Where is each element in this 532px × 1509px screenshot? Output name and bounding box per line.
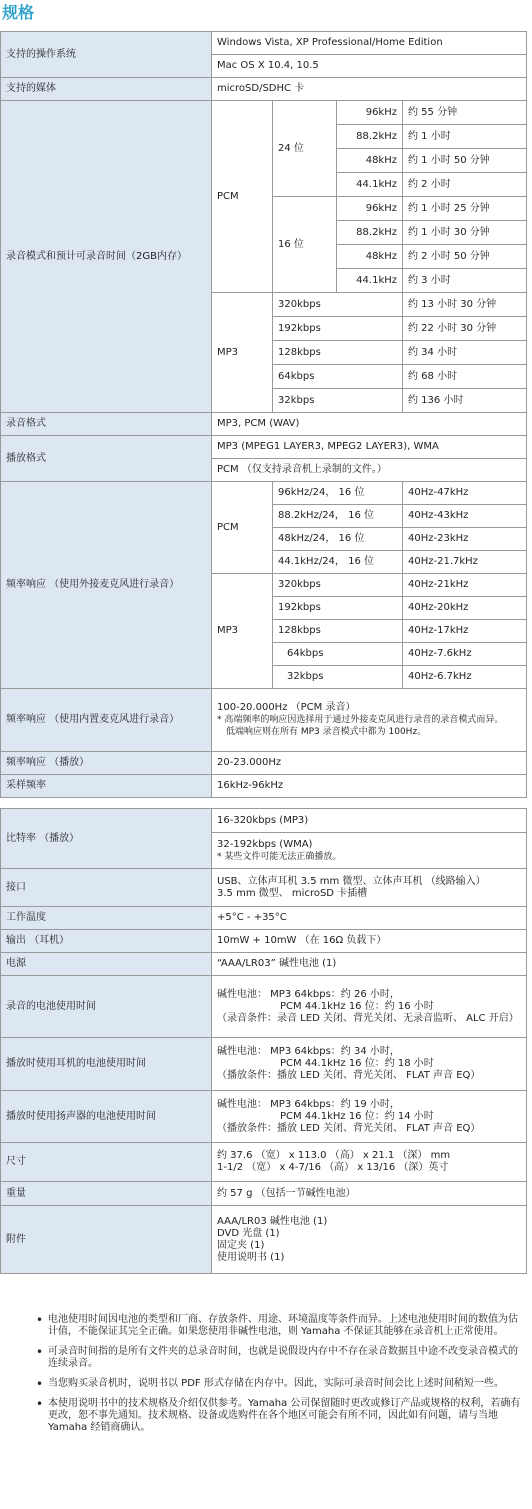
temp-label: 工作温度 xyxy=(1,907,212,930)
rec-rate: 48kHz xyxy=(337,149,403,173)
rec-time: 约 136 小时 xyxy=(403,389,527,413)
bitrate-wma: 32-192kbps (WMA) xyxy=(217,838,313,850)
rec-format-label: 录音格式 xyxy=(1,413,212,436)
output-value: 10mW + 10mW （在 16Ω 负载下） xyxy=(212,930,527,953)
note-item: • 本使用说明书中的技术规格及介绍仅供参考。Yamaha 公司保留随时更改或修订产品或规格的权利，若确有更改，恕不事先通知。技术规格、设备或选购件在各个地区可能会有所不同，因此如有问题，请与当地 Yamaha 经销商确认。 xyxy=(48,1398,526,1434)
play-format-value-1: MP3 (MPEG1 LAYER3, MPEG2 LAYER3), WMA xyxy=(212,436,527,459)
size-value xyxy=(212,1143,527,1182)
rec-time: 约 55 分钟 xyxy=(403,101,527,125)
note-item: • 当您购买录音机时，说明书以 PDF 形式存储在内存中。因此，实际可录音时间会比上述时间稍短一些。 xyxy=(48,1378,526,1390)
play-format-label: 播放格式 xyxy=(1,436,212,482)
rec-rate: 192kbps xyxy=(273,317,403,341)
freq-int-note-2: 低端响应则在所有 MP3 录音模式中都为 100Hz。 xyxy=(226,727,427,737)
os-label: 支持的操作系统 xyxy=(1,32,212,78)
play-hp-battery-value xyxy=(212,1038,527,1091)
rec-mode-label: 录音模式和预计可录音时间（2GB内存） xyxy=(1,101,212,413)
rec-time: 约 13 小时 30 分钟 xyxy=(403,293,527,317)
play-sp-battery-line-2: PCM 44.1kHz 16 位：约 14 小时 xyxy=(280,1110,434,1122)
weight-label: 重量 xyxy=(1,1182,212,1206)
rec-rate: 96kHz xyxy=(337,101,403,125)
interface-value xyxy=(212,869,527,907)
rec-rate: 96kHz xyxy=(337,197,403,221)
accessory-item: DVD 光盘 (1) xyxy=(217,1227,280,1239)
bitrate-wma-cell xyxy=(212,833,527,869)
rec-time: 约 1 小时 25 分钟 xyxy=(403,197,527,221)
rec-24bit-label: 24 位 xyxy=(273,101,337,197)
freq-range: 40Hz-47kHz xyxy=(403,482,527,505)
freq-pcm-label: PCM xyxy=(212,482,273,574)
spec-table-1 xyxy=(0,31,527,798)
rec-time: 约 1 小时 30 分钟 xyxy=(403,221,527,245)
rec-pcm-label: PCM xyxy=(212,101,273,293)
freq-range: 40Hz-20kHz xyxy=(403,597,527,620)
rec-time: 约 1 小时 50 分钟 xyxy=(403,149,527,173)
freq-format: 64kbps xyxy=(273,643,403,666)
freq-int-main: 100-20.000Hz （PCM 录音） xyxy=(217,702,356,713)
freq-play-label: 频率响应 （播放） xyxy=(1,752,212,775)
freq-format: 320kbps xyxy=(273,574,403,597)
rec-time: 约 34 小时 xyxy=(403,341,527,365)
freq-mp3-label: MP3 xyxy=(212,574,273,689)
rec-rate: 44.1kHz xyxy=(337,173,403,197)
rec-battery-line-3: （录音条件：录音 LED 关闭、背光关闭、无录音监听、 ALC 开启） xyxy=(217,1012,519,1024)
play-sp-battery-label: 播放时使用扬声器的电池使用时间 xyxy=(1,1091,212,1143)
accessory-item: 使用说明书 (1) xyxy=(217,1251,285,1263)
freq-format: 96kHz/24， 16 位 xyxy=(273,482,403,505)
freq-format: 128kbps xyxy=(273,620,403,643)
freq-format: 88.2kHz/24， 16 位 xyxy=(273,505,403,528)
rec-rate: 128kbps xyxy=(273,341,403,365)
accessory-item: 固定夹 (1) xyxy=(217,1239,265,1251)
output-label: 输出 （耳机） xyxy=(1,930,212,953)
rec-format-value: MP3, PCM (WAV) xyxy=(212,413,527,436)
freq-format: 32kbps xyxy=(273,666,403,689)
play-hp-battery-label: 播放时使用耳机的电池使用时间 xyxy=(1,1038,212,1091)
rec-rate: 88.2kHz xyxy=(337,221,403,245)
media-value: microSD/SDHC 卡 xyxy=(212,78,527,101)
freq-format: 44.1kHz/24， 16 位 xyxy=(273,551,403,574)
note-item: • 可录音时间指的是所有文件夹的总录音时间，也就是说假设内存中不存在录音数据且中途不改变录音模式的连续录音。 xyxy=(48,1346,526,1370)
accessory-item: AAA/LR03 碱性电池 (1) xyxy=(217,1215,328,1227)
freq-range: 40Hz-21kHz xyxy=(403,574,527,597)
page-title: 规格 xyxy=(2,3,35,22)
rec-rate: 32kbps xyxy=(273,389,403,413)
rec-rate: 320kbps xyxy=(273,293,403,317)
rec-battery-line-2: PCM 44.1kHz 16 位：约 16 小时 xyxy=(280,1000,434,1012)
rec-rate: 64kbps xyxy=(273,365,403,389)
notes-list xyxy=(48,1314,526,1442)
note-item: • 电池使用时间因电池的类型和厂商、存放条件、用途、环境温度等条件而异。上述电池使用时间的数值为估计值，不能保证其完全正确。如果您使用非碱性电池，则 Yamaha 不保证其能够在录音机上正常使用。 xyxy=(48,1314,526,1338)
weight-value: 约 57 g （包括一节碱性电池） xyxy=(212,1182,527,1206)
rec-rate: 48kHz xyxy=(337,245,403,269)
size-inch: 1-1/2 （宽） x 4-7/16 （高） x 13/16 （深）英寸 xyxy=(217,1162,449,1173)
size-mm: 约 37.6 （宽） x 113.0 （高） x 21.1 （深） mm xyxy=(217,1150,451,1161)
rec-time: 约 3 小时 xyxy=(403,269,527,293)
rec-time: 约 1 小时 xyxy=(403,125,527,149)
interface-line-1: USB、立体声耳机 3.5 mm 微型、立体声耳机 （线路输入） xyxy=(217,875,486,887)
interface-label: 接口 xyxy=(1,869,212,907)
sample-rate-label: 采样频率 xyxy=(1,775,212,798)
freq-range: 40Hz-21.7kHz xyxy=(403,551,527,574)
rec-battery-line-1: 碱性电池： MP3 64kbps：约 26 小时， xyxy=(217,988,400,1000)
bitrate-mp3: 16-320kbps (MP3) xyxy=(212,809,527,833)
size-label: 尺寸 xyxy=(1,1143,212,1182)
bitrate-note: * 某些文件可能无法正确播放。 xyxy=(217,851,342,862)
rec-16bit-label: 16 位 xyxy=(273,197,337,293)
play-hp-battery-line-3: （播放条件：播放 LED 关闭、背光关闭、 FLAT 声音 EQ） xyxy=(217,1070,481,1081)
freq-int-note: * 高端频率的响应因选择用于通过外接麦克风进行录音的录音模式而异。 xyxy=(217,715,504,725)
rec-time: 约 68 小时 xyxy=(403,365,527,389)
accessories-label: 附件 xyxy=(1,1206,212,1274)
rec-battery-label: 录音的电池使用时间 xyxy=(1,976,212,1038)
freq-format: 48kHz/24， 16 位 xyxy=(273,528,403,551)
freq-range: 40Hz-6.7kHz xyxy=(403,666,527,689)
freq-range: 40Hz-43kHz xyxy=(403,505,527,528)
power-value: “AAA/LR03” 碱性电池 (1) xyxy=(212,953,527,976)
os-value-mac: Mac OS X 10.4, 10.5 xyxy=(212,55,527,78)
freq-int-value xyxy=(212,689,527,752)
freq-range: 40Hz-17kHz xyxy=(403,620,527,643)
accessories-value xyxy=(212,1206,527,1274)
rec-battery-value xyxy=(212,976,527,1038)
freq-int-label: 频率响应 （使用内置麦克风进行录音） xyxy=(1,689,212,752)
power-label: 电源 xyxy=(1,953,212,976)
sample-rate-value: 16kHz-96kHz xyxy=(212,775,527,798)
play-hp-battery-line-1: 碱性电池： MP3 64kbps：约 34 小时， xyxy=(217,1046,400,1057)
rec-rate: 88.2kHz xyxy=(337,125,403,149)
play-sp-battery-line-1: 碱性电池： MP3 64kbps：约 19 小时， xyxy=(217,1098,400,1110)
freq-play-value: 20-23.000Hz xyxy=(212,752,527,775)
freq-format: 192kbps xyxy=(273,597,403,620)
play-sp-battery-line-3: （播放条件：播放 LED 关闭、背光关闭、 FLAT 声音 EQ） xyxy=(217,1122,481,1134)
play-hp-battery-line-2: PCM 44.1kHz 16 位：约 18 小时 xyxy=(280,1058,434,1069)
play-format-value-2: PCM （仅支持录音机上录制的文件。） xyxy=(212,459,527,482)
interface-line-2: 3.5 mm 微型、 microSD 卡插槽 xyxy=(217,887,368,899)
spec-table-2 xyxy=(0,808,527,1274)
media-label: 支持的媒体 xyxy=(1,78,212,101)
play-sp-battery-value xyxy=(212,1091,527,1143)
freq-range: 40Hz-23kHz xyxy=(403,528,527,551)
rec-rate: 44.1kHz xyxy=(337,269,403,293)
rec-time: 约 2 小时 xyxy=(403,173,527,197)
bitrate-label: 比特率 （播放） xyxy=(1,809,212,869)
rec-time: 约 2 小时 50 分钟 xyxy=(403,245,527,269)
rec-mp3-label: MP3 xyxy=(212,293,273,413)
rec-time: 约 22 小时 30 分钟 xyxy=(403,317,527,341)
freq-range: 40Hz-7.6kHz xyxy=(403,643,527,666)
freq-ext-label: 频率响应 （使用外接麦克风进行录音） xyxy=(1,482,212,689)
os-value-windows: Windows Vista, XP Professional/Home Edition xyxy=(212,32,527,55)
temp-value: +5°C - +35°C xyxy=(212,907,527,930)
